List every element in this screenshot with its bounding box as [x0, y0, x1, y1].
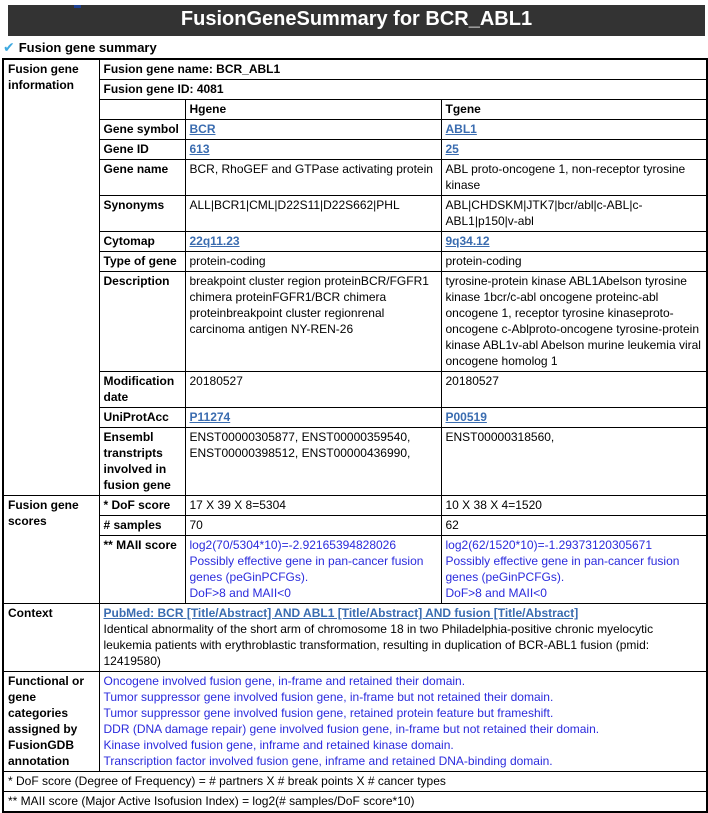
table-row — [3, 140, 707, 160]
tgene-dof-cell: 10 X 38 X 4=1520 — [441, 496, 707, 516]
hgene-symbol-link[interactable]: BCR — [189, 122, 216, 136]
category-item: Kinase involved fusion gene, inframe and retained kinase domain. — [103, 738, 454, 752]
category-item: Tumor suppressor gene involved fusion gene, retained protein feature but frameshift. — [103, 706, 554, 720]
pubmed-search-link[interactable]: PubMed: BCR [Title/Abstract] AND ABL1 [Title/Abstract] AND fusion [Title/Abstract] — [103, 606, 579, 620]
hgene-ensembl-cell: ENST00000305877, ENST00000359540, ENST00000398512, ENST00000436990, — [185, 428, 441, 496]
tgene-maii-formula: log2(62/1520*10)=-1.29373120305671 — [445, 538, 653, 552]
hgene-maii-criteria: DoF>8 and MAII<0 — [189, 586, 291, 600]
category-item: Tumor suppressor gene involved fusion gene, in-frame but not retained their domain. — [103, 690, 554, 704]
table-row — [3, 120, 707, 140]
tgene-cytomap-link[interactable]: 9q34.12 — [445, 234, 490, 248]
footnote-maii: ** MAII score (Major Active Isofusion Index) = log2(# samples/DoF score*10) — [3, 792, 707, 813]
dof-score-label: * DoF score — [99, 496, 185, 516]
table-row — [3, 772, 707, 792]
ensembl-transcripts-label: Ensembl transtripts involved in fusion gene — [99, 428, 185, 496]
table-row — [3, 792, 707, 813]
tgene-maii-criteria: DoF>8 and MAII<0 — [445, 586, 547, 600]
table-row — [3, 408, 707, 428]
tgene-samples-cell: 62 — [441, 516, 707, 536]
fusion-gene-name-cell: Fusion gene name: BCR_ABL1 — [99, 59, 707, 80]
hgene-maii-cell — [185, 536, 441, 604]
tgene-uniprot-link[interactable]: P00519 — [445, 410, 487, 424]
hgene-type-cell: protein-coding — [185, 252, 441, 272]
gene-name-label: Gene name — [99, 160, 185, 196]
samples-label: # samples — [99, 516, 185, 536]
table-row — [3, 536, 707, 604]
tgene-symbol-cell — [441, 120, 707, 140]
category-item: DDR (DNA damage repair) gene involved fusion gene, in-frame but not retained their domain. — [103, 722, 600, 736]
maii-score-label: ** MAII score — [99, 536, 185, 604]
section-title: Fusion gene summary — [18, 40, 157, 55]
table-row — [3, 252, 707, 272]
hgene-description-cell: breakpoint cluster region proteinBCR/FGFR1 chimera proteinFGFR1/BCR chimera proteinbreakpoint cluster regionrenal carcinoma antigen NY-REN-26 — [185, 272, 441, 372]
section-label-fusion-gene-information: Fusion gene information — [3, 59, 99, 496]
functional-categories-cell — [99, 672, 707, 772]
gene-symbol-label: Gene symbol — [99, 120, 185, 140]
table-row — [3, 196, 707, 232]
section-label-context: Context — [3, 604, 99, 672]
tgene-maii-note: Possibly effective gene in pan-cancer fusion genes (peGinPCFGs). — [445, 554, 680, 584]
modification-date-label: Modification date — [99, 372, 185, 408]
tgene-synonyms-cell: ABL|CHDSKM|JTK7|bcr/abl|c-ABL|c-ABL1|p150|v-abl — [441, 196, 707, 232]
table-row — [3, 372, 707, 408]
tgene-id-link[interactable]: 25 — [445, 142, 459, 156]
tgene-ensembl-cell: ENST00000318560, — [441, 428, 707, 496]
hgene-synonyms-cell: ALL|BCR1|CML|D22S11|D22S662|PHL — [185, 196, 441, 232]
tgene-maii-cell — [441, 536, 707, 604]
cytomap-label: Cytomap — [99, 232, 185, 252]
table-row — [3, 428, 707, 496]
hgene-id-link[interactable]: 613 — [189, 142, 210, 156]
table-row — [3, 272, 707, 372]
category-item: Transcription factor involved fusion gene, inframe and retained DNA-binding domain. — [103, 754, 553, 768]
hgene-column-header: Hgene — [185, 100, 441, 120]
table-row — [3, 496, 707, 516]
table-row — [3, 80, 707, 100]
fusion-gene-id-cell: Fusion gene ID: 4081 — [99, 80, 707, 100]
tgene-moddate-cell: 20180527 — [441, 372, 707, 408]
footnote-dof: * DoF score (Degree of Frequency) = # partners X # break points X # cancer types — [3, 772, 707, 792]
table-row — [3, 232, 707, 252]
gene-id-label: Gene ID — [99, 140, 185, 160]
section-label-functional-categories: Functional or gene categories assigned by FusionGDB annotation — [3, 672, 99, 772]
tgene-cytomap-cell — [441, 232, 707, 252]
fusion-gene-summary-table — [2, 58, 708, 813]
tgene-uniprot-cell — [441, 408, 707, 428]
tgene-id-cell — [441, 140, 707, 160]
table-row — [3, 604, 707, 672]
empty-cell — [99, 100, 185, 120]
hgene-uniprot-link[interactable]: P11274 — [189, 410, 231, 424]
tgene-symbol-link[interactable]: ABL1 — [445, 122, 477, 136]
uniprotacc-label: UniProtAcc — [99, 408, 185, 428]
hgene-name-cell: BCR, RhoGEF and GTPase activating protein — [185, 160, 441, 196]
category-item: Oncogene involved fusion gene, in-frame and retained their domain. — [103, 674, 466, 688]
cutoff-element-fragment — [74, 5, 81, 8]
hgene-dof-cell: 17 X 39 X 8=5304 — [185, 496, 441, 516]
type-of-gene-label: Type of gene — [99, 252, 185, 272]
tgene-description-cell: tyrosine-protein kinase ABL1Abelson tyrosine kinase 1bcr/c-abl oncogene proteinc-abl oncogene 1, receptor tyrosine kinaseproto-oncogene c-Ablproto-oncogene tyrosine-protein kinase ABL1v-abl Abelson murine leukemia viral oncogene homolog 1 — [441, 272, 707, 372]
hgene-maii-formula: log2(70/5304*10)=-2.92165394828026 — [189, 538, 397, 552]
tgene-column-header: Tgene — [441, 100, 707, 120]
section-label-fusion-gene-scores: Fusion gene scores — [3, 496, 99, 604]
description-label: Description — [99, 272, 185, 372]
hgene-cytomap-link[interactable]: 22q11.23 — [189, 234, 240, 248]
table-row — [3, 672, 707, 772]
hgene-samples-cell: 70 — [185, 516, 441, 536]
tgene-type-cell: protein-coding — [441, 252, 707, 272]
hgene-moddate-cell: 20180527 — [185, 372, 441, 408]
tgene-name-cell: ABL proto-oncogene 1, non-receptor tyrosine kinase — [441, 160, 707, 196]
table-row — [3, 100, 707, 120]
table-row — [3, 160, 707, 196]
hgene-symbol-cell — [185, 120, 441, 140]
hgene-cytomap-cell — [185, 232, 441, 252]
table-row — [3, 59, 707, 80]
hgene-uniprot-cell — [185, 408, 441, 428]
synonyms-label: Synonyms — [99, 196, 185, 232]
context-abstract: Identical abnormality of the short arm of chromosome 18 in two Philadelphia-positive chronic myelocytic leukemia patients with erythroblastic transformation, resulting in duplication of BCR-ABL1 fusion (pmid: 12419580) — [103, 622, 654, 668]
hgene-id-cell — [185, 140, 441, 160]
table-row — [3, 516, 707, 536]
context-cell — [99, 604, 707, 672]
checkmark-icon: ✔ — [3, 39, 15, 55]
page-title: FusionGeneSummary for BCR_ABL1 — [8, 5, 705, 36]
section-header — [3, 39, 708, 56]
hgene-maii-note: Possibly effective gene in pan-cancer fusion genes (peGinPCFGs). — [189, 554, 424, 584]
